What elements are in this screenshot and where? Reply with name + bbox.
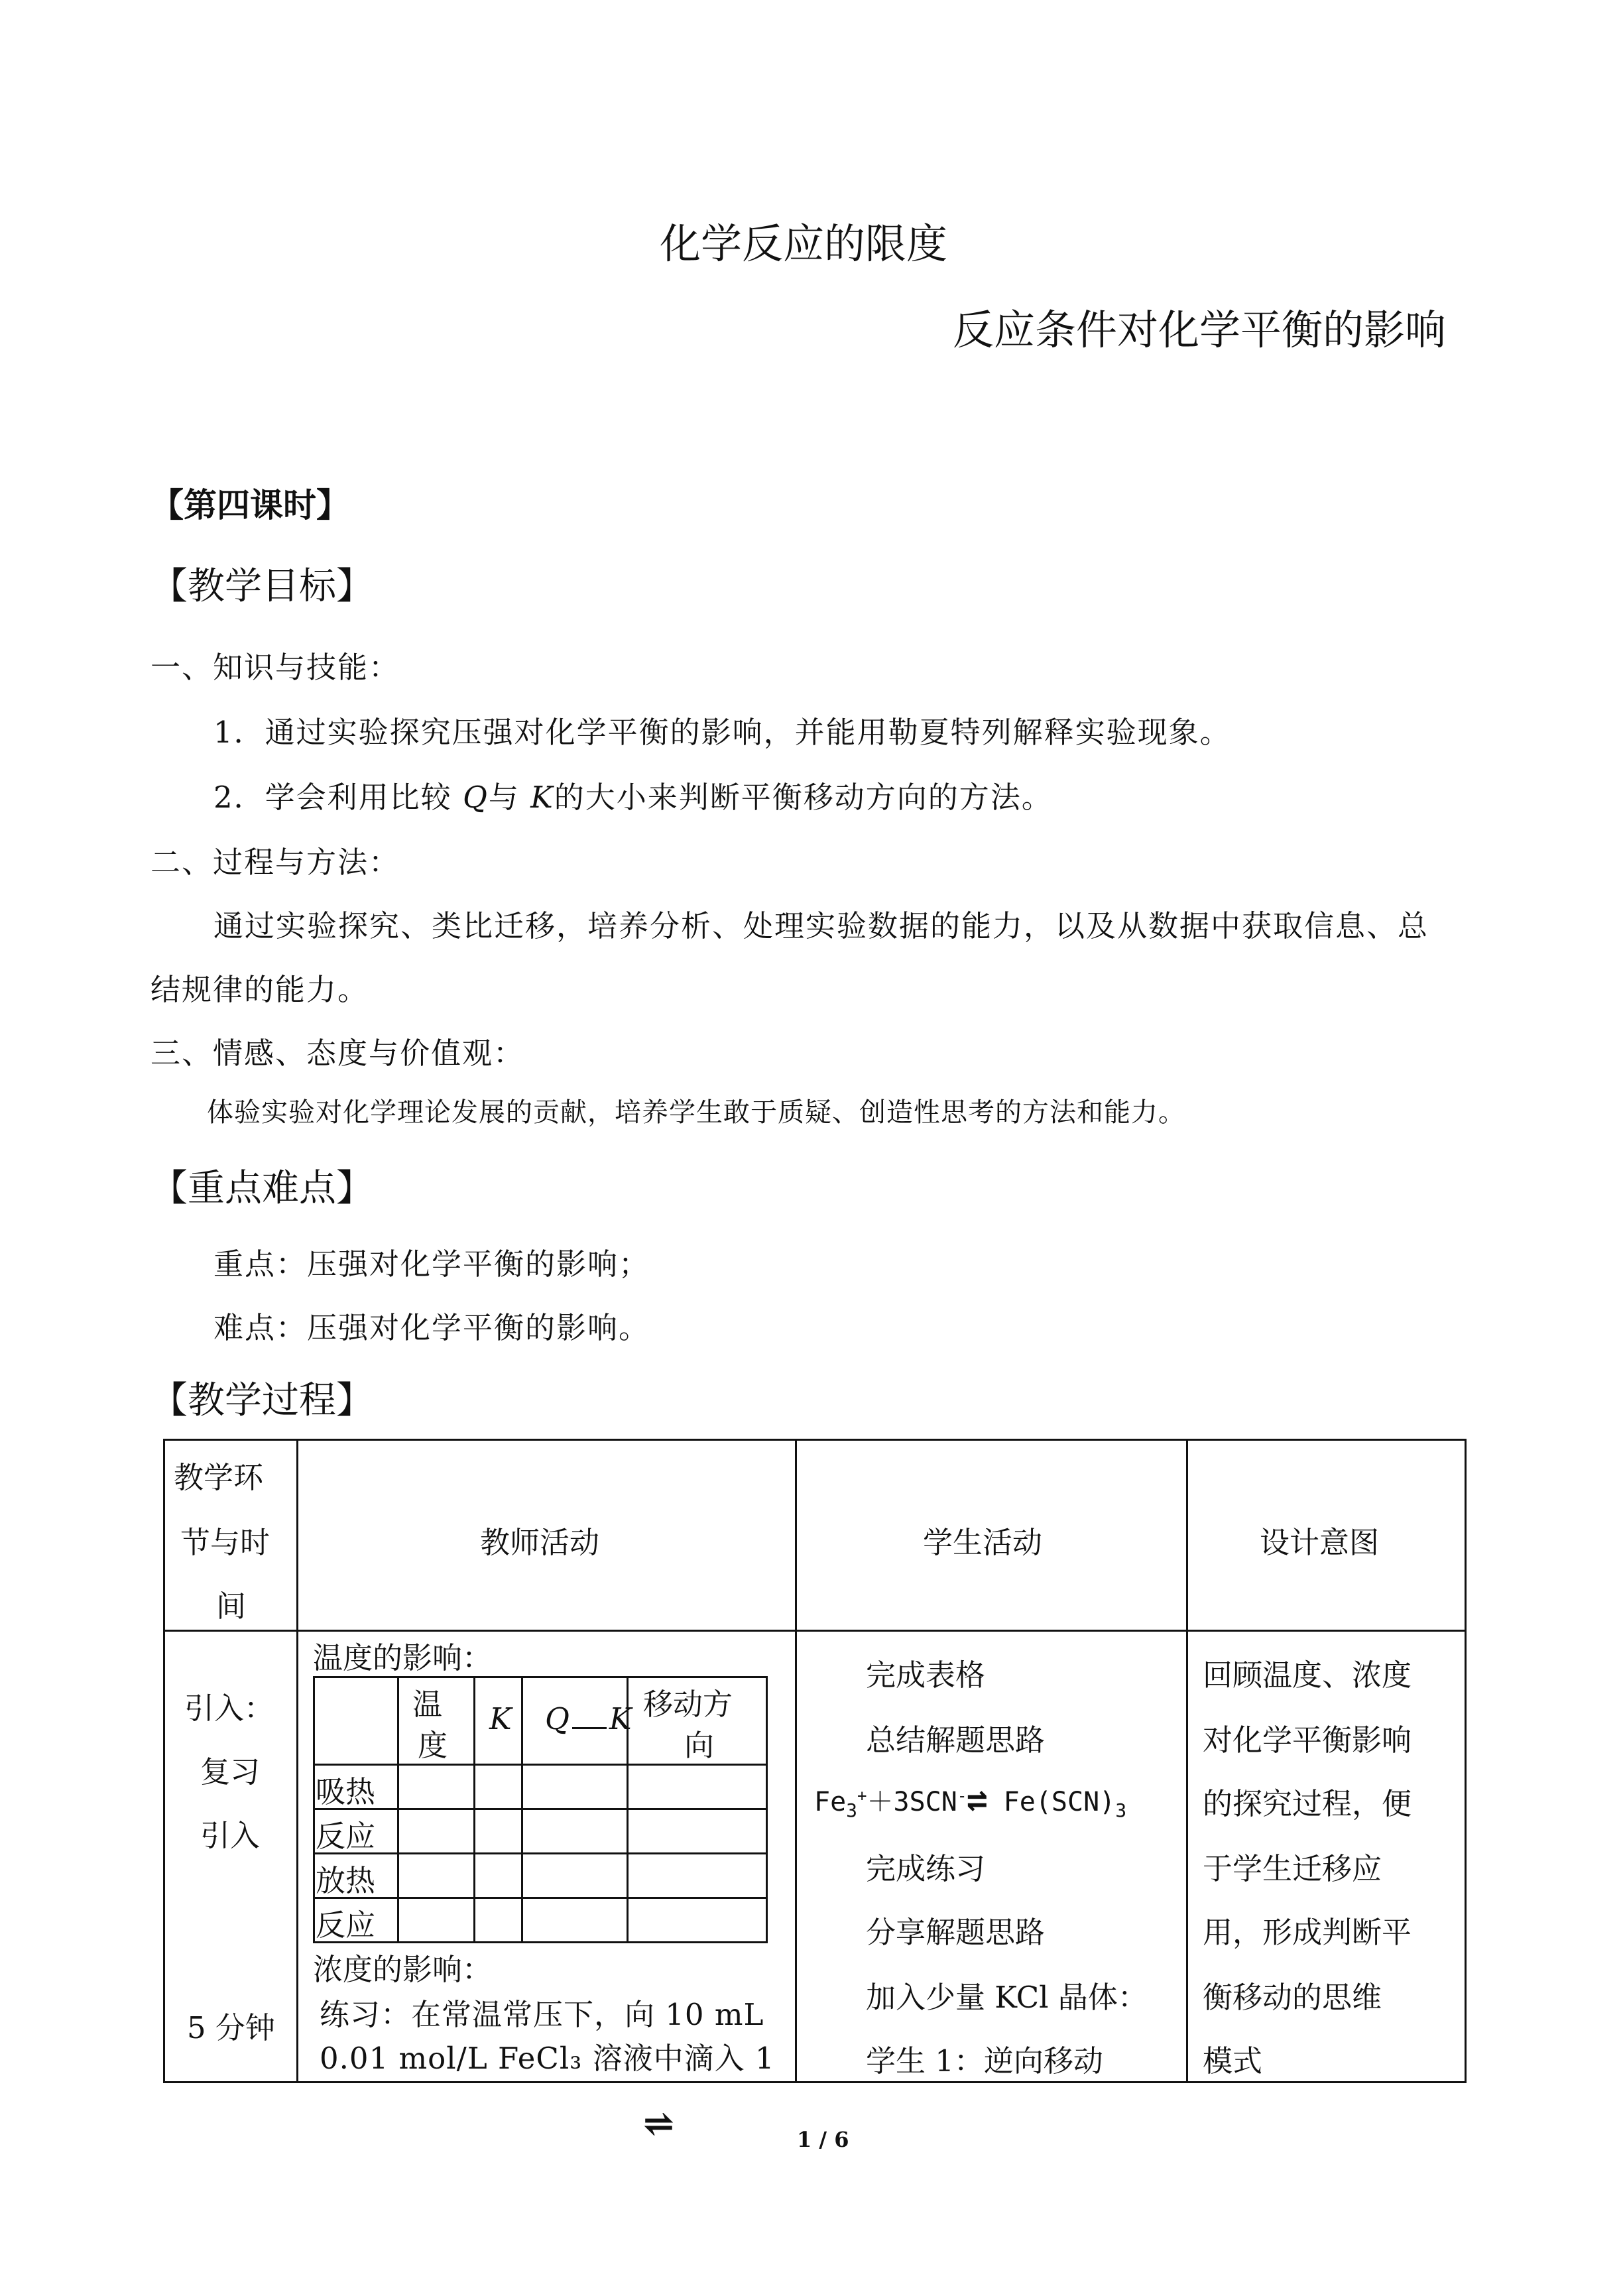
- inner-header-direction-2: 向: [684, 1728, 715, 1763]
- intent-line-7: 模式: [1203, 2043, 1263, 2079]
- intent-line-2: 对化学平衡影响: [1203, 1722, 1412, 1758]
- teacher-exercise-line1: 练习：在常温常压下，向 10 mL: [320, 1997, 764, 2032]
- student-activity-1: 完成表格: [866, 1658, 986, 1693]
- inner-row-exothermic-1: 放热: [316, 1863, 376, 1898]
- stage-time: 5 分钟: [187, 2010, 275, 2045]
- stage-review: 复习: [200, 1754, 261, 1789]
- emotion-heading: 三、情感、态度与价值观：: [150, 1036, 525, 1071]
- stage-intro: 引入：: [184, 1691, 274, 1726]
- key-point: 重点：压强对化学平衡的影响；: [213, 1246, 650, 1282]
- inner-header-temp-1: 温: [412, 1687, 443, 1722]
- student-activity-5: 加入少量 KCl 晶体：: [866, 1980, 1148, 2015]
- inner-row-endothermic-1: 吸热: [316, 1774, 376, 1809]
- intent-line-6: 衡移动的思维: [1203, 1980, 1382, 2015]
- intent-line-3: 的探究过程，便: [1203, 1786, 1412, 1821]
- inner-header-k: K: [489, 1701, 512, 1736]
- teacher-exercise-line2: 0.01 mol/L FeCl₃ 溶液中滴入 1: [320, 2041, 775, 2076]
- objectives-heading: 【教学目标】: [150, 565, 373, 608]
- header-teacher: 教师活动: [480, 1525, 600, 1560]
- process-line-1: 通过实验探究、类比迁移，培养分析、处理实验数据的能力，以及从数据中获取信息、总: [213, 908, 1429, 943]
- inner-header-direction-1: 移动方: [643, 1687, 733, 1722]
- inner-row-endothermic-2: 反应: [316, 1819, 376, 1854]
- intent-line-5: 用，形成判断平: [1203, 1915, 1412, 1950]
- inner-row-exothermic-2: 反应: [316, 1907, 376, 1943]
- process-heading: 二、过程与方法：: [150, 845, 400, 880]
- emotion-text: 体验实验对化学理论发展的贡献，培养学生敢于质疑、创造性思考的方法和能力。: [207, 1097, 1185, 1128]
- student-equation: $Fe_3^++3SCN^-\rightleftharpoons$ $Fe(SCN)_3$: [814, 1780, 1127, 1821]
- intent-line-1: 回顾温度、浓度: [1203, 1658, 1412, 1693]
- inner-header-qk: Q K: [545, 1701, 632, 1736]
- header-intent: 设计意图: [1260, 1525, 1380, 1560]
- process-line-2: 结规律的能力。: [150, 972, 369, 1007]
- difficult-point: 难点：压强对化学平衡的影响。: [213, 1310, 650, 1345]
- student-activity-3: 完成练习: [866, 1851, 986, 1886]
- teaching-process-heading: 【教学过程】: [150, 1379, 373, 1422]
- header-stage-line1: 教学环: [174, 1460, 264, 1495]
- header-student: 学生活动: [923, 1525, 1043, 1560]
- knowledge-item-2: 2．学会利用比较 Q与 K的大小来判断平衡移动方向的方法。: [213, 780, 1053, 815]
- stage-lead-in: 引入: [200, 1818, 261, 1853]
- knowledge-item-1: 1．通过实验探究压强对化学平衡的影响，并能用勒夏特列解释实验现象。: [213, 715, 1231, 750]
- teacher-conc-label: 浓度的影响：: [313, 1952, 493, 1987]
- page-number: 1 / 6: [797, 2127, 849, 2152]
- equilibrium-arrow-icon: ⇌: [643, 2102, 674, 2145]
- header-stage-line3: 间: [216, 1589, 247, 1624]
- knowledge-heading: 一、知识与技能：: [150, 650, 400, 685]
- teacher-temp-label: 温度的影响：: [313, 1640, 493, 1675]
- document-title: 化学反应的限度: [660, 219, 948, 268]
- intent-line-4: 于学生迁移应: [1203, 1851, 1382, 1886]
- header-stage-line2: 节与时: [180, 1525, 270, 1560]
- lesson-label: 【第四课时】: [150, 485, 349, 524]
- student-activity-6: 学生 1：逆向移动: [866, 2043, 1103, 2079]
- inner-header-temp-2: 度: [418, 1728, 448, 1763]
- document-subtitle: 反应条件对化学平衡的影响: [953, 306, 1447, 354]
- student-activity-4: 分享解题思路: [866, 1915, 1046, 1950]
- keypoints-heading: 【重点难点】: [150, 1167, 373, 1210]
- student-activity-2: 总结解题思路: [866, 1722, 1046, 1758]
